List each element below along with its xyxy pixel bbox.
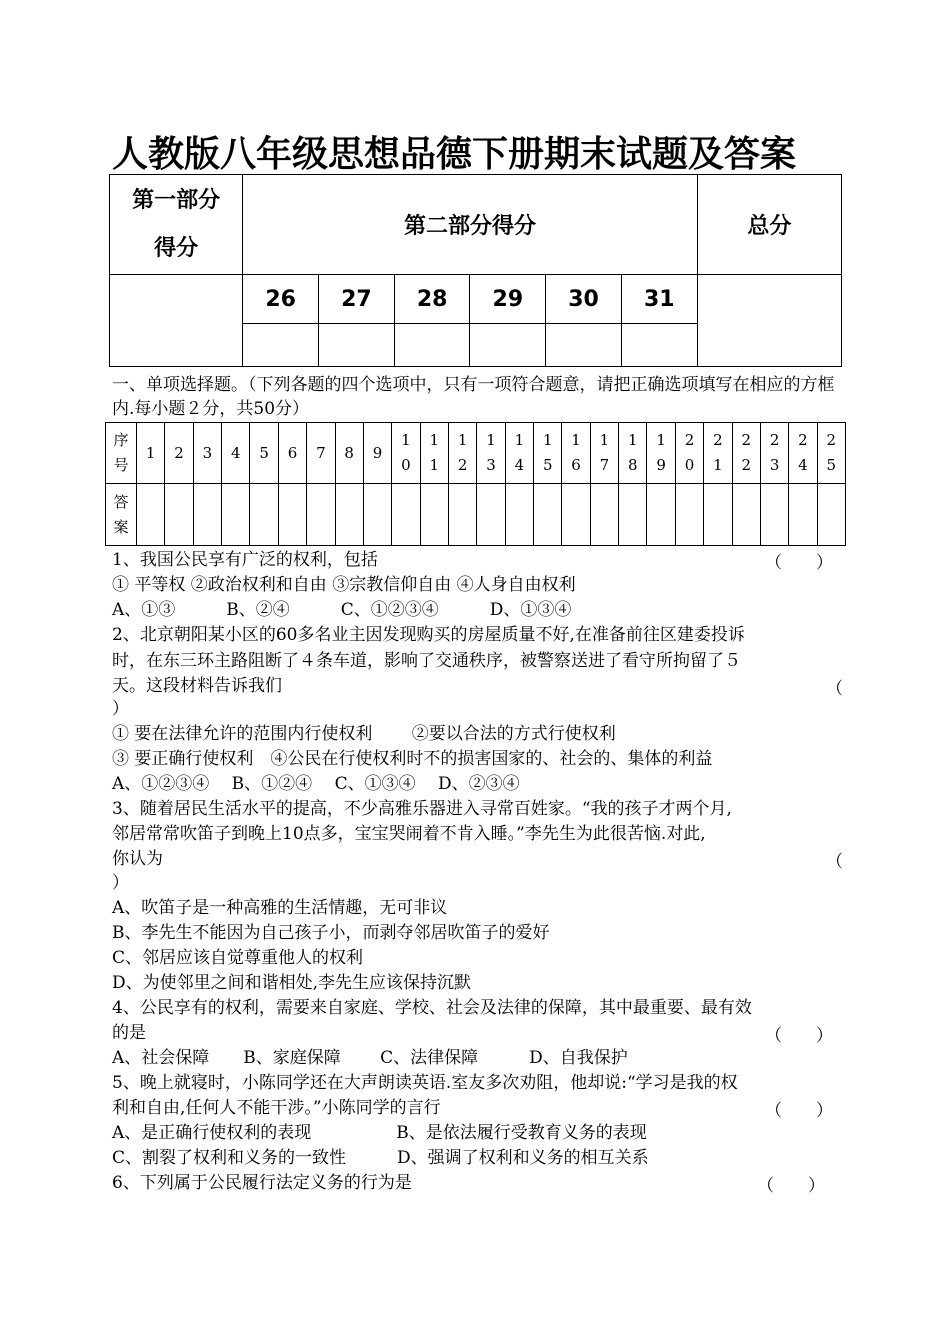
q3-bracket-close[interactable]: ） [112,873,129,893]
question-number-digit: 1 [429,431,440,449]
question-number-digit: 1 [457,431,468,449]
q2-items2: ③ 要正确行使权利 ④公民在行使权利时不的损害国家的、社会的、集体的利益 [112,749,713,769]
question-number-digit: 7 [316,443,326,462]
seq-label [106,423,137,484]
q5-answer-bracket[interactable]: （ ） [765,1101,833,1121]
answer-cell-25[interactable] [817,484,845,546]
section1-intro: 一、单项选择题。（下列各题的四个选项中，只有一项符合题意，请把正确选项填写在相应的方框内.每小题２分，共50分） [112,375,835,419]
question-number-digit: 2 [741,431,751,449]
answer-label-char2: 案 [113,517,129,536]
q5-options-cd: C、割裂了权利和义务的一致性 D、强调了权利和义务的相互关系 [112,1148,649,1168]
question-number-10 [392,423,420,484]
q4-line1: 4、公民享有的权利，需要来自家庭、学校、社会及法律的保障，其中最重要、最有效 [112,998,752,1018]
question-number-digit: 4 [514,456,525,474]
answer-cell-11[interactable] [420,484,448,546]
question-number-digit: 1 [542,431,553,449]
question-number-24 [789,423,817,484]
question-number-digit: 6 [287,443,298,462]
question-number-digit: 9 [656,456,666,474]
question-number-digit: 2 [798,431,808,449]
question-number-2 [165,423,193,484]
question-number-digit: 8 [628,456,638,474]
score-q26-cell[interactable] [243,324,319,367]
answer-cell-12[interactable] [448,484,476,546]
answer-cell-8[interactable] [335,484,363,546]
question-number-digit: 8 [344,443,354,462]
question-number-digit: 2 [713,431,723,449]
question-number-digit: 1 [656,431,666,449]
q2-options: A、①②③④ B、①②④ C、①③④ D、②③④ [112,774,520,794]
question-number-7 [307,423,335,484]
answer-cell-22[interactable] [732,484,760,546]
answer-cell-20[interactable] [675,484,703,546]
q2-line2: 时，在东三环主路阻断了４条车道，影响了交通秩序，被警察送进了看守所拘留了５ [112,651,741,671]
question-number-digit: 5 [259,443,269,462]
question-number-19 [647,423,675,484]
score-q29-label: 29 [470,275,546,324]
answer-cell-5[interactable] [250,484,278,546]
question-number-digit: 1 [145,443,156,462]
score-q31-label: 31 [621,275,697,324]
question-number-digit: 1 [486,431,496,449]
answer-cell-17[interactable] [590,484,618,546]
question-number-digit: 1 [571,431,581,449]
question-number-4 [222,423,250,484]
q6-stem: 6、下列属于公民履行法定义务的行为是 [112,1173,412,1193]
question-number-23 [760,423,788,484]
score-q27-cell[interactable] [319,324,395,367]
q3-option-c: C、邻居应该自觉尊重他人的权利 [112,948,364,968]
answer-cell-15[interactable] [534,484,562,546]
q4-options: A、社会保障 B、家庭保障 C、法律保障 D、自我保护 [112,1048,628,1068]
answer-cell-3[interactable] [193,484,221,546]
score-part1-line1: 第一部分 [132,187,221,213]
question-number-digit: 2 [741,456,751,474]
score-total-header: 总分 [697,175,841,275]
q4-line2: 的是 [112,1023,146,1043]
q5-options-ab: A、是正确行使权利的表现 B、是依法履行受教育义务的表现 [112,1123,647,1143]
q2-bracket-open[interactable]: （ [826,679,843,699]
question-number-3 [193,423,221,484]
q5-line2: 利和自由,任何人不能干涉。”小陈同学的言行 [112,1098,441,1118]
q3-option-b: B、李先生不能因为自己孩子小，而剥夺邻居吹笛子的爱好 [112,923,550,943]
question-number-16 [562,423,590,484]
question-number-18 [619,423,647,484]
answer-cell-1[interactable] [137,484,165,546]
answer-cell-23[interactable] [760,484,788,546]
score-q30-label: 30 [546,275,622,324]
page-title: 人教版八年级思想品德下册期末试题及答案 [112,134,797,175]
score-q31-cell[interactable] [621,324,697,367]
score-q30-cell[interactable] [546,324,622,367]
score-q29-cell[interactable] [470,324,546,367]
question-number-9 [363,423,391,484]
question-number-digit: 1 [401,431,411,449]
answer-cell-10[interactable] [392,484,420,546]
answer-cell-6[interactable] [278,484,306,546]
question-number-digit: 2 [769,431,780,449]
q3-line3: 你认为 [112,849,163,869]
q1-options: A、①③ B、②④ C、①②③④ D、①③④ [112,600,572,620]
question-number-digit: 2 [826,431,837,449]
answer-cell-4[interactable] [222,484,250,546]
score-q28-cell[interactable] [394,324,470,367]
question-number-digit: 3 [769,456,780,474]
answer-cell-9[interactable] [363,484,391,546]
question-number-11 [420,423,448,484]
score-total-cell[interactable] [697,275,841,367]
question-number-digit: 3 [486,456,496,474]
question-number-6 [278,423,306,484]
q1-stem: 1、我国公民享有广泛的权利，包括 [112,550,378,570]
q3-line1: 3、随着居民生活水平的提高，不少高雅乐器进入寻常百姓家。“我的孩子才两个月, [112,799,732,819]
question-number-12 [448,423,476,484]
score-part1-line2: 得分 [154,235,199,261]
question-number-13 [477,423,505,484]
q3-option-d: D、为使邻里之间和谐相处,李先生应该保持沉默 [112,973,472,993]
question-number-digit: 5 [542,456,553,474]
q2-line3: 天。这段材料告诉我们 [112,676,282,696]
seq-label-char2: 号 [113,456,129,474]
q3-bracket-open[interactable]: （ [826,852,843,872]
answer-cell-7[interactable] [307,484,335,546]
question-number-15 [534,423,562,484]
question-number-digit: 6 [571,456,581,474]
score-q26-label: 26 [243,275,319,324]
question-number-22 [732,423,760,484]
question-number-1 [137,423,165,484]
question-number-digit: 7 [599,456,610,474]
answer-cell-24[interactable] [789,484,817,546]
question-number-digit: 1 [514,431,525,449]
q2-line1: 2、北京朝阳某小区的60多名业主因发现购买的房屋质量不好,在准备前往区建委投诉 [112,625,745,645]
question-number-digit: 1 [429,456,440,474]
question-number-25 [817,423,845,484]
q5-line1: 5、晚上就寝时，小陈同学还在大声朗读英语.室友多次劝阻，他却说:“学习是我的权 [112,1073,738,1093]
answer-cell-13[interactable] [477,484,505,546]
question-number-digit: 1 [628,431,638,449]
answer-cell-16[interactable] [562,484,590,546]
question-number-digit: 4 [798,456,808,474]
q2-bracket-close[interactable]: ） [112,699,129,719]
question-number-digit: 0 [401,456,411,474]
q2-items1: ① 要在法律允许的范围内行使权利 ②要以合法的方式行使权利 [112,724,616,744]
answer-label-char1: 答 [113,492,129,511]
score-q27-label: 27 [319,275,395,324]
score-table [109,174,842,367]
answer-cell-18[interactable] [619,484,647,546]
seq-label-char1: 序 [113,431,129,449]
question-number-14 [505,423,533,484]
question-number-digit: 4 [230,443,241,462]
score-q28-label: 28 [394,275,470,324]
question-number-digit: 2 [174,443,184,462]
score-part1-header [110,175,243,275]
question-number-17 [590,423,618,484]
q1-items: ① 平等权 ②政治权利和自由 ③宗教信仰自由 ④人身自由权利 [112,575,576,595]
question-number-digit: 5 [826,456,837,474]
q3-line2: 邻居常常吹笛子到晚上10点多，宝宝哭闹着不肯入睡。”李先生为此很苦恼.对此, [112,824,706,844]
question-number-digit: 2 [684,431,695,449]
q6-answer-bracket[interactable]: （ ） [757,1176,825,1196]
answer-cell-14[interactable] [505,484,533,546]
q3-option-a: A、吹笛子是一种高雅的生活情趣，无可非议 [112,898,448,918]
question-number-8 [335,423,363,484]
question-number-digit: 1 [599,431,610,449]
question-number-digit: 2 [457,456,468,474]
answer-cell-2[interactable] [165,484,193,546]
answer-label [106,484,137,546]
q1-answer-bracket[interactable]: （ ） [765,553,833,573]
score-part2-header: 第二部分得分 [243,175,697,275]
question-number-5 [250,423,278,484]
question-number-digit: 0 [684,456,695,474]
question-number-digit: 3 [202,443,213,462]
answer-cell-19[interactable] [647,484,675,546]
answer-cell-21[interactable] [704,484,732,546]
question-number-digit: 9 [372,443,383,462]
answer-table [105,422,846,546]
question-number-21 [704,423,732,484]
question-number-digit: 1 [713,456,723,474]
question-number-20 [675,423,703,484]
q4-answer-bracket[interactable]: （ ） [765,1026,833,1046]
score-part1-cell[interactable] [110,275,243,367]
